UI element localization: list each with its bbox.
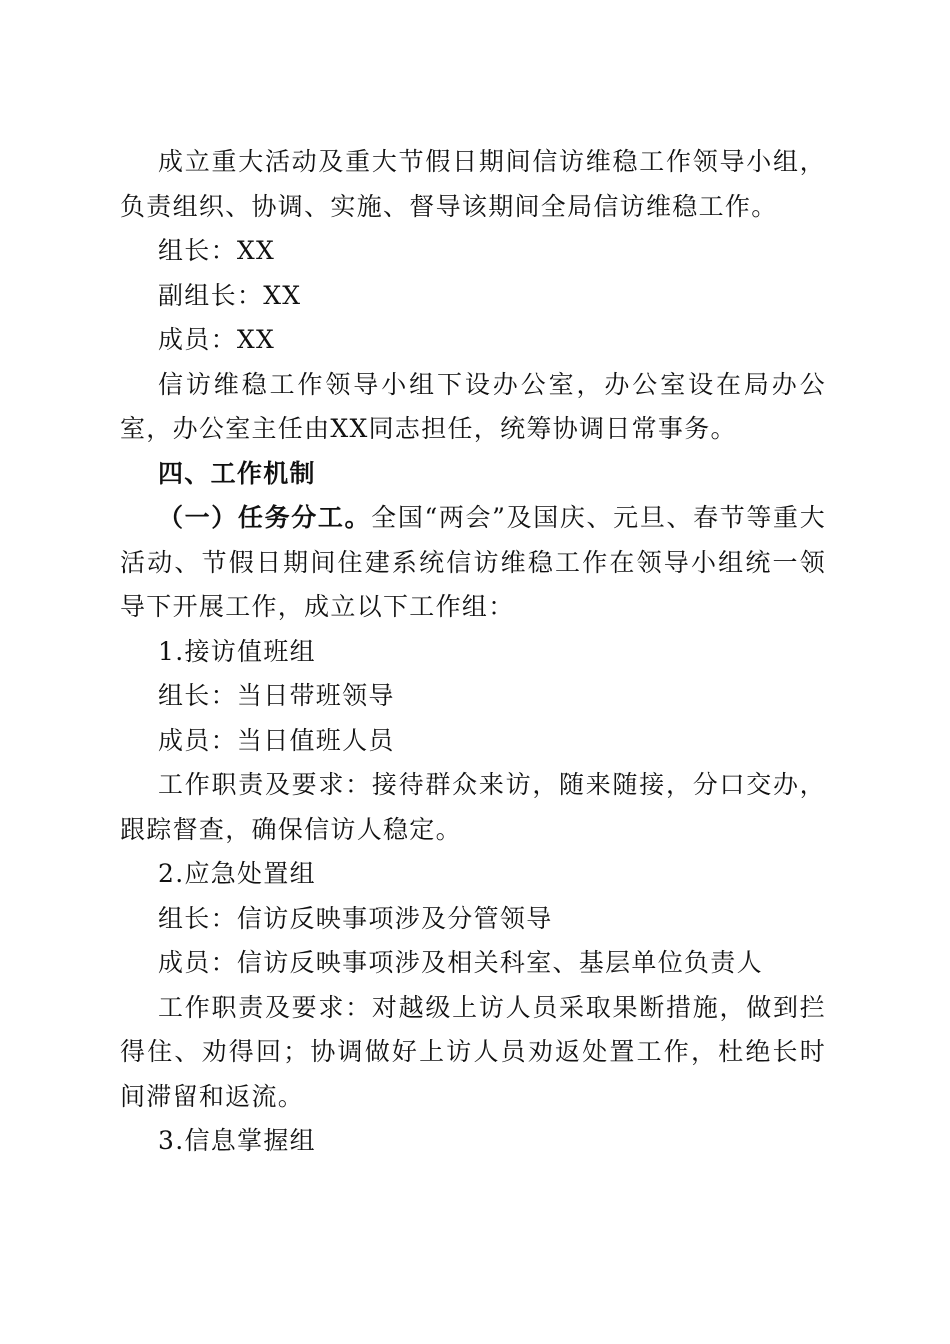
- paragraph-leading-group-intro: 成立重大活动及重大节假日期间信访维稳工作领导小组，负责组织、协调、实施、督导该期间全局信访维稳工作。: [120, 147, 826, 221]
- section-heading-work-mechanism: 四、工作机制: [158, 458, 316, 488]
- paragraph-members: 成员：XX: [158, 325, 276, 354]
- paragraph-emergency-members: 成员：信访反映事项涉及相关科室、基层单位负责人: [158, 948, 763, 977]
- task-division-text: 全国“两会”及国庆、元旦、春节等重大活动、节假日期间住建系统信访维稳工作在领导小组统一领导下开展工作，成立以下工作组：: [120, 503, 826, 621]
- paragraph-emergency-group-title: 2.应急处置组: [158, 859, 316, 888]
- paragraph-emergency-leader: 组长：信访反映事项涉及分管领导: [158, 903, 553, 933]
- paragraph-office-setup: 信访维稳工作领导小组下设办公室，办公室设在局办公室，办公室主任由XX同志担任，统筹协调日常事务。: [120, 369, 826, 443]
- paragraph-reception-members: 成员：当日值班人员: [158, 725, 395, 755]
- paragraph-reception-leader: 组长：当日带班领导: [158, 681, 395, 710]
- paragraph-deputy-leader: 副组长：XX: [158, 280, 302, 310]
- paragraph-information-group-title: 3.信息掌握组: [158, 1126, 316, 1155]
- subsection-heading-task-division: （一）任务分工。: [158, 503, 372, 532]
- paragraph-task-division: [120, 496, 826, 630]
- paragraph-group-leader: 组长：XX: [158, 236, 276, 265]
- document-body: [120, 140, 826, 1164]
- paragraph-reception-group-title: 1.接访值班组: [158, 636, 316, 666]
- paragraph-emergency-duties: 工作职责及要求：对越级上访人员采取果断措施，做到拦得住、劝得回；协调做好上访人员劝返处置工作，杜绝长时间滞留和返流。: [120, 992, 826, 1111]
- paragraph-reception-duties: 工作职责及要求：接待群众来访，随来随接，分口交办，跟踪督查，确保信访人稳定。: [120, 770, 826, 844]
